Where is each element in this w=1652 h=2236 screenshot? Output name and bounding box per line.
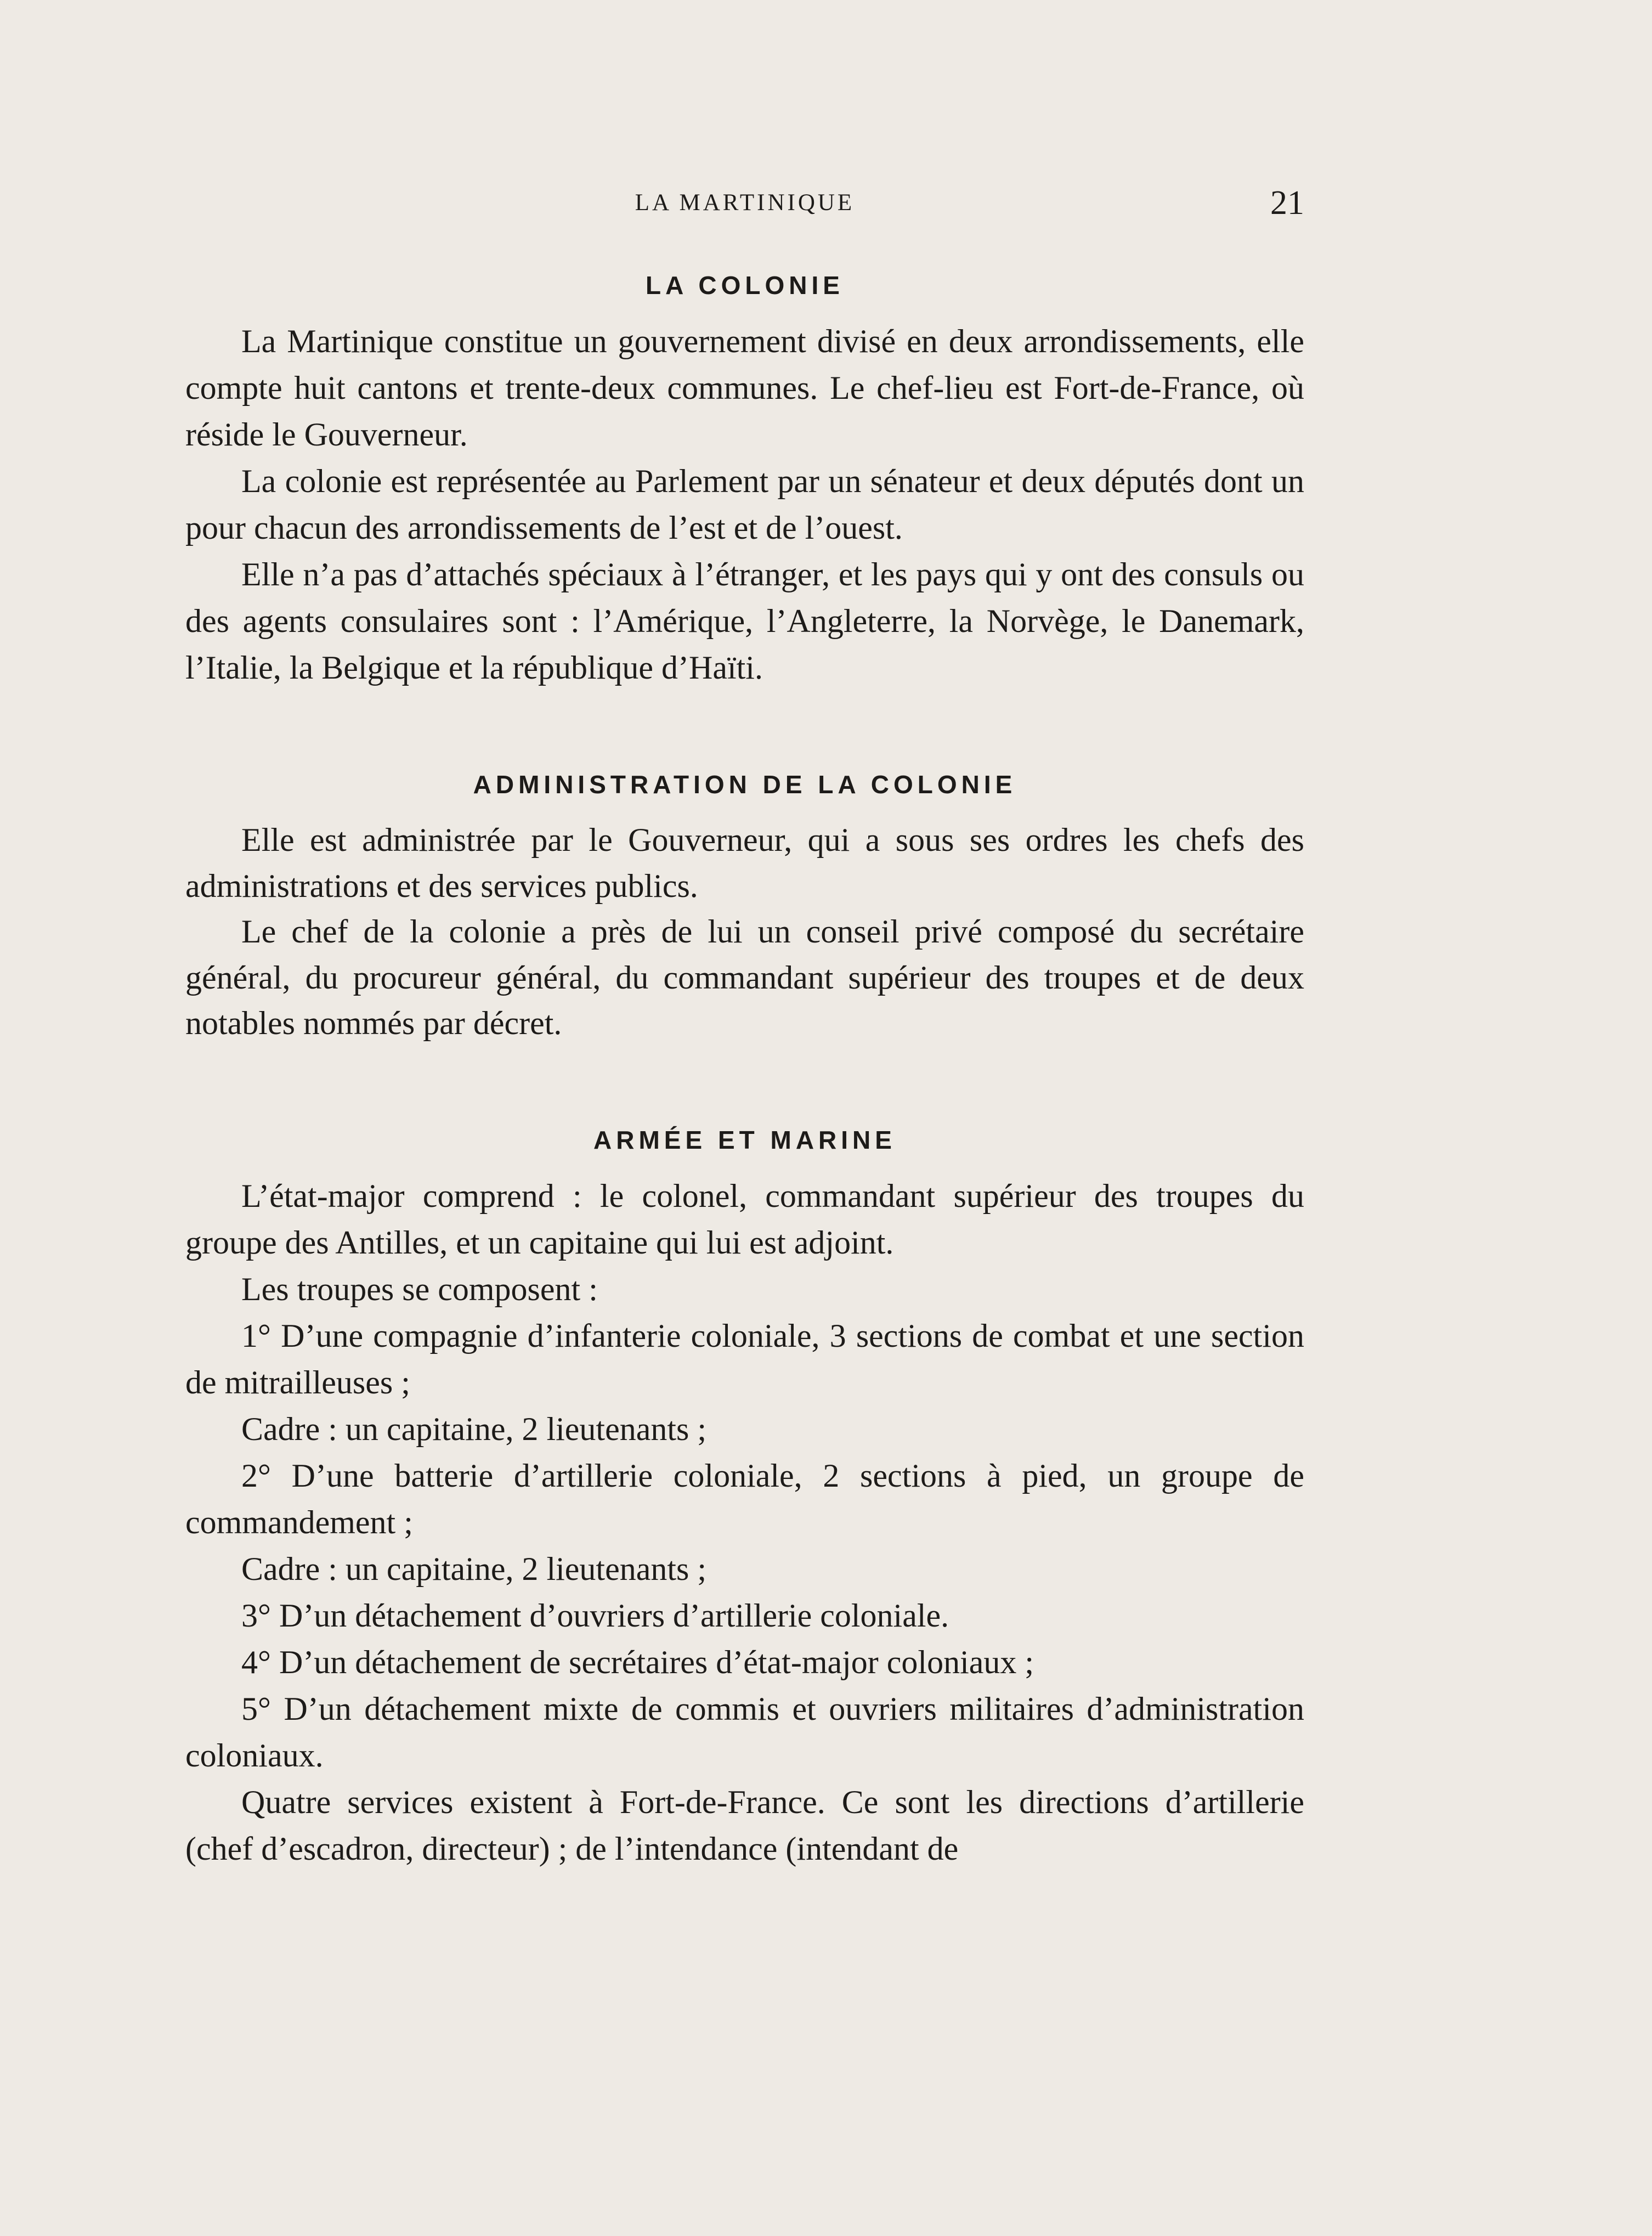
section-armee-et-marine xyxy=(185,1107,1304,1872)
paragraph: Elle n’a pas d’attachés spéciaux à l’étranger, et les pays qui y ont des consuls ou des agents consulaires sont : l’Amérique, l’Angleterre, la Norvège, le Danemark, l’Italie, la Belgique et la république d’Haïti. xyxy=(185,556,1304,686)
paragraph: Les troupes se composent : xyxy=(241,1271,598,1307)
page-number: 21 xyxy=(1270,184,1304,222)
page-body xyxy=(185,252,1304,1872)
paragraph: Quatre services existent à Fort-de-France. Ce sont les directions d’artillerie (chef d’escadron, directeur) ; de l’intendance (intendant de xyxy=(185,1783,1304,1867)
paragraph: 2° D’une batterie d’artillerie coloniale, 2 sections à pied, un groupe de commandement ; xyxy=(185,1457,1304,1540)
section-heading: ARMÉE ET MARINE xyxy=(593,1125,896,1154)
paragraph: Le chef de la colonie a près de lui un conseil privé composé du secrétaire général, du procureur général, du commandant supérieur des troupes et de deux notables nommés par décret. xyxy=(185,913,1304,1041)
paragraph: 3° D’un détachement d’ouvriers d’artillerie coloniale. xyxy=(241,1597,949,1634)
paragraph: 4° D’un détachement de secrétaires d’état-major coloniaux ; xyxy=(241,1644,1034,1680)
paragraph: La colonie est représentée au Parlement par un sénateur et deux députés dont un pour chacun des arrondissements de l’est et de l’ouest. xyxy=(185,463,1304,546)
paragraph: L’état-major comprend : le colonel, commandant supérieur des troupes du groupe des Antilles, et un capitaine qui lui est adjoint. xyxy=(185,1177,1304,1261)
section-heading: LA COLONIE xyxy=(646,271,844,300)
paragraph: Cadre : un capitaine, 2 lieutenants ; xyxy=(241,1410,707,1447)
paragraph: Cadre : un capitaine, 2 lieutenants ; xyxy=(241,1550,707,1587)
running-title: LA MARTINIQUE xyxy=(635,190,855,216)
section-la-colonie xyxy=(185,252,1304,691)
running-head xyxy=(185,181,1304,225)
paragraph: 1° D’une compagnie d’infanterie coloniale, 3 sections de combat et une section de mitrailleuses ; xyxy=(185,1317,1304,1401)
section-heading: ADMINISTRATION DE LA COLONIE xyxy=(473,770,1017,799)
paragraph: 5° D’un détachement mixte de commis et ouvriers militaires d’administration coloniaux. xyxy=(185,1690,1304,1774)
paragraph: Elle est administrée par le Gouverneur, qui a sous ses ordres les chefs des administrations et des services publics. xyxy=(185,822,1304,904)
section-administration xyxy=(185,752,1304,1047)
paragraph: La Martinique constitue un gouvernement divisé en deux arrondissements, elle compte huit cantons et trente-deux communes. Le chef-lieu est Fort-de-France, où réside le Gouverneur. xyxy=(185,323,1304,453)
